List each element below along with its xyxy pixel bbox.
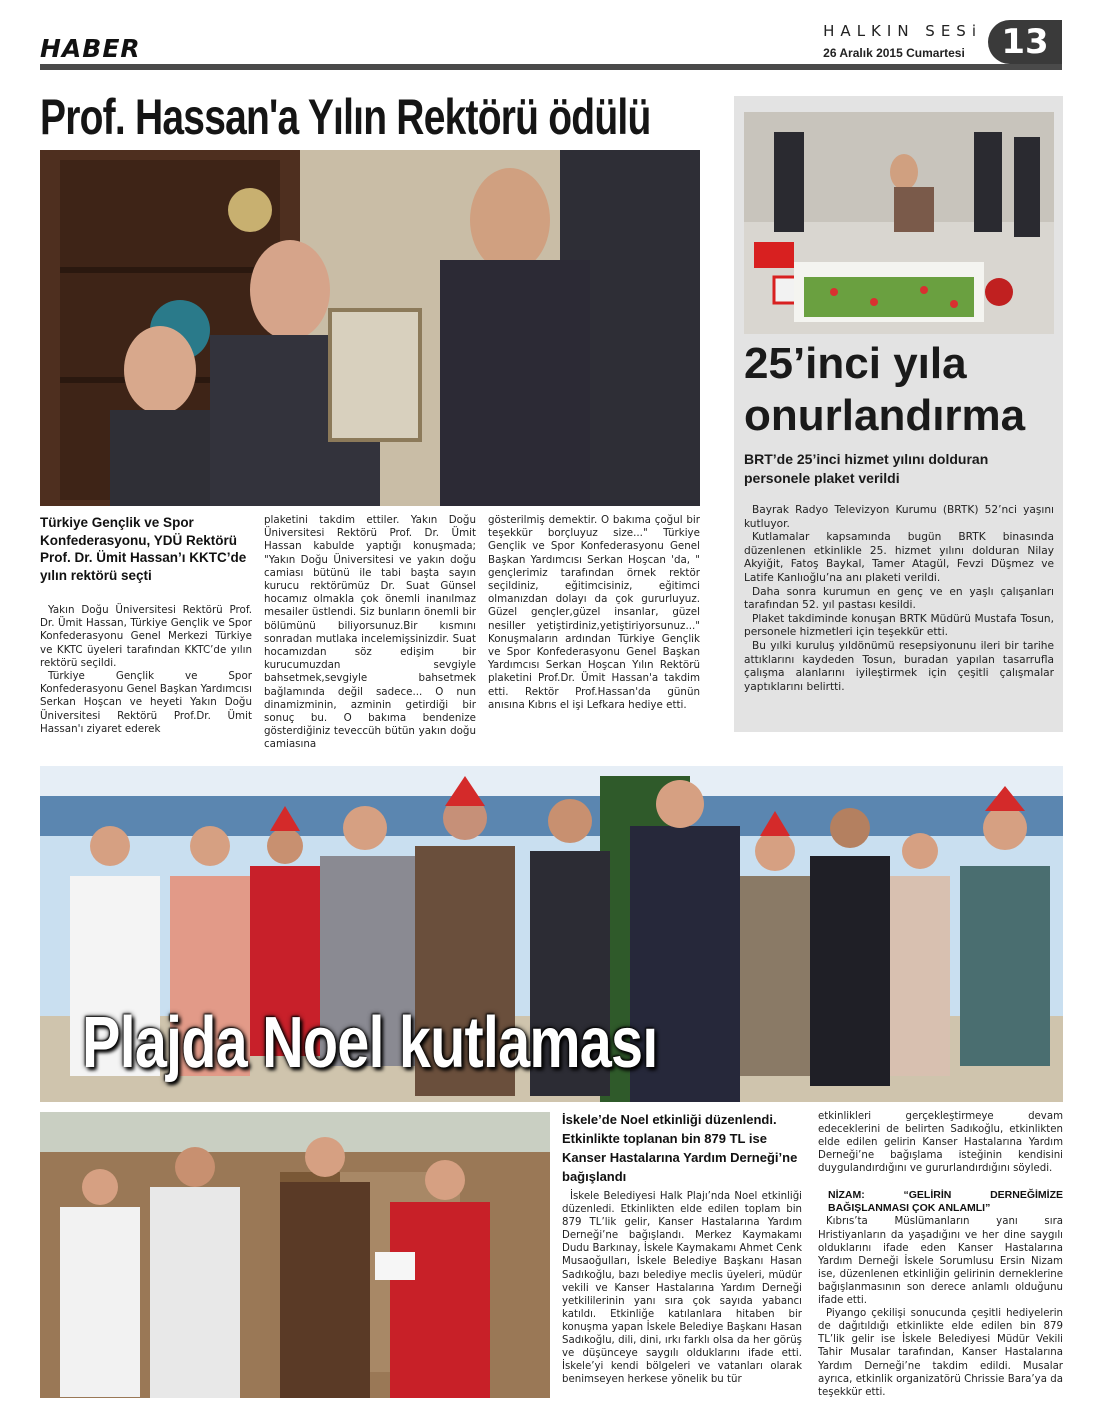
sidebar-photo [744, 112, 1054, 334]
article1-column-2 [264, 514, 476, 752]
masthead [823, 22, 982, 60]
sidebar-paragraph: Bayrak Radyo Televizyon Kurumu (BRTK) 52’nci yaşını kutluyor. [744, 504, 1054, 530]
article1-paragraph: plaketini takdim ettiler. Yakın Doğu Üniversitesi Rektörü Prof. Dr. Ümit Hassan kabulde yaptığı konuşmada; "Yakın Doğu Üniversitesi ve yakın doğu camiası bütünü ile tabi başta sayın kurucu rektörümüz Dr. Suat Günsel hocamız olmakla çok önemli inanılmaz mesailer üstlendi. Siz bunların önemli bir bölümünü biliyorsunuz.Bir kısmını sonradan mutlaka incelemişsinizdir. Suat hocamızdan söz edişim bir kurucumuzdan sevgiyle bahsetmek,sevgiyle bahsetmek bağlamında değil sadece... O nun dinamizminin, azminin getirdiği bir sonuç bu. O bakıma bendenize gösterdiğiniz teveccüh bütün yakın doğu camiasına [264, 514, 476, 751]
article1-lead: Türkiye Gençlik ve Spor Konfederasyonu, YDÜ Rektörü Prof. Dr. Ümit Hassan’ı KKTC’de yılın rektörü seçti [40, 515, 247, 583]
article2-paragraph: Kıbrıs’ta Müslümanların yanı sıra Hristiyanların da yaşadığını ve her dine saygılı olduklarını ifade eden Kanser Hastalarına Yardım Derneği İskele Sorumlusu Ersin Nizam ise, düzenlenen etkinliğin gelirinin derneklerine bağışlanmasının son derece anlamlı olduğunu ifade etti. [818, 1216, 1063, 1307]
article2-lead: İskele’de Noel etkinliği düzenlendi. Etkinlikte toplanan bin 879 TL ise Kanser Hastalarına Yardım Derneği’ne bağışlandı [562, 1112, 798, 1184]
article2-column-2 [818, 1110, 1063, 1399]
article1-column-3 [488, 514, 700, 712]
donation-photo [40, 1112, 550, 1398]
article1-headline: Prof. Hassan'a Yılın Rektörü ödülü [40, 89, 651, 145]
paper-name: HALKIN SESi [823, 22, 982, 40]
sidebar-body [744, 504, 1054, 694]
sidebar-paragraph: Bu yılki kuruluş yıldönümü resepsiyonunu ileri bir tarihe attıklarını kaydeden Tosun, buradan yapılan tasarrufla çalışma alanlarını iyileştirmek için çeşitli çalışmalar yaptıklarını belirtti. [744, 639, 1054, 693]
article1-photo [40, 150, 700, 506]
article1-paragraph: gösterilmiş demektir. O bakıma çoğul bir teşekkür borçluyuz size..." Türkiye Gençlik ve Spor Konfederasyonu Genel Başkan Yardımcısı Serkan Hoşcan 'da, " gençlerimiz tarafından örnek rektör seçildiniz, eğitimcisiniz, eğitimci olmanızdan dolayı da çok gururluyuz. Güzel gençler,güzel insanlar, güzel nesiller yetiştirdiniz,yetiştiriyorsunuz..." Konuşmaların ardından Türkiye Gençlik ve Spor Konfederasyonu Genel Başkan Yardımcısı Serkan Hoşcan Yılın Rektörü plaketini Prof.Dr. Ümit Hassan'a takdim etti. Rektör Prof.Hassan'da günün anısına Kıbrıs el işi Lefkara hediye etti. [488, 514, 700, 711]
header-rule [40, 64, 1062, 70]
article2-paragraph: Piyango çekilişi sonucunda çeşitli hediyelerin de dağıtıldığı etkinlikte elde edilen bin 879 TL’lik gelir ise İskele Belediyesi Müdür Vekili Tahir Musalar tarafından, Kanser Hastalarına Yardım Derneği’ne takdim edildi. Musalar ayrıca, etkinlik organizatörü Chrissie Bara’ya da teşekkür etti. [818, 1308, 1063, 1398]
sidebar-title [744, 338, 1025, 442]
sidebar-paragraph: Plaket takdiminde konuşan BRTK Müdürü Mustafa Tosun, personele hizmetleri için teşekkür etti. [744, 612, 1054, 639]
sidebar-title-line: onurlandırma [744, 391, 1026, 440]
article1-column-1 [40, 604, 252, 736]
article1-paragraph: Yakın Doğu Üniversitesi Rektörü Prof. Dr. Ümit Hassan, Türkiye Gençlik ve Spor Konfederasyonu Genel Merkezi Türkiye ve KKTC üyeleri tarafından KKTC’de yılın rektörü seçildi. [40, 604, 252, 669]
article2-paragraph: etkinlikleri gerçekleştirmeye devam edeceklerini de belirten Sadıkoğlu, etkinlikten elde edilen gelirin Kanser Hastalarına Yardım Derneği’ne bağışlama isteğinin kendisini duygulandırdığını ve gururlandırdığını söyledi. [818, 1111, 1063, 1175]
sidebar-paragraph: Kutlamalar kapsamında bugün BRTK binasında düzenlenen etkinlikle 25. hizmet yılını dolduran Nilay Akyiğit, Fatoş Baykal, Tamer Atagül, Fevzi Düşmez ve Latife Kanlıoğlu’na anı plaketi verildi. [744, 531, 1054, 584]
sidebar-title-line: 25’inci yıla [744, 339, 967, 388]
section-label: HABER [40, 34, 141, 63]
article2-subheading: NİZAM: “GELİRİN DERNEĞİMİZE BAĞIŞLANMASI ÇOK ANLAMLI” [828, 1189, 1063, 1215]
page-number: 13 [988, 20, 1062, 64]
sidebar-subtitle: BRT’de 25’inci hizmet yılını dolduran personele plaket verildi [744, 451, 989, 486]
noel-headline: Plajda Noel kutlaması [82, 1003, 658, 1083]
article2-column-1 [562, 1190, 802, 1386]
issue-date: 26 Aralık 2015 Cumartesi [823, 46, 965, 60]
article2-paragraph: İskele Belediyesi Halk Plajı’nda Noel etkinliği düzenledi. Etkinlikten elde edilen toplam bin 879 TL’lik gelir, Kanser Hastalarına Yardım Derneği’ne bağışlandı. Merkez Kaymakamı Dudu Barkınay, İskele Kaymakamı Ahmet Cenk Musaoğulları, İskele Belediye Başkanı Hasan Sadıkoğlu, bazı belediye meclis üyeleri, müdür vekili ve Kanser Hastalarına Yardım Derneği yetkililerinin yanı sıra çok sayıda yabancı katıldı. Etkinliğe katılanlara hitaben bir konuşma yapan İskele Belediye Başkanı Hasan Sadıkoğlu, dili, dini, ırkı farklı olsa da her görüş ve düşünceye saygılı olduklarını ifade etti. İskele’yi kendi bölgeleri ve vatanları olarak benimseyen herkese yönelik bu tür [562, 1191, 802, 1386]
article1-paragraph: Türkiye Gençlik ve Spor Konfederasyonu Genel Başkan Yardımcısı Serkan Hoşcan ve heyeti Yakın Doğu Üniversitesi Rektörü Prof.Dr. Ümit Hassan'ı ziyaret ederek [40, 670, 252, 735]
sidebar-paragraph: Daha sonra kurumun en genç ve en yaşlı çalışanları tarafından 52. yıl pastası kesildi. [744, 585, 1054, 612]
